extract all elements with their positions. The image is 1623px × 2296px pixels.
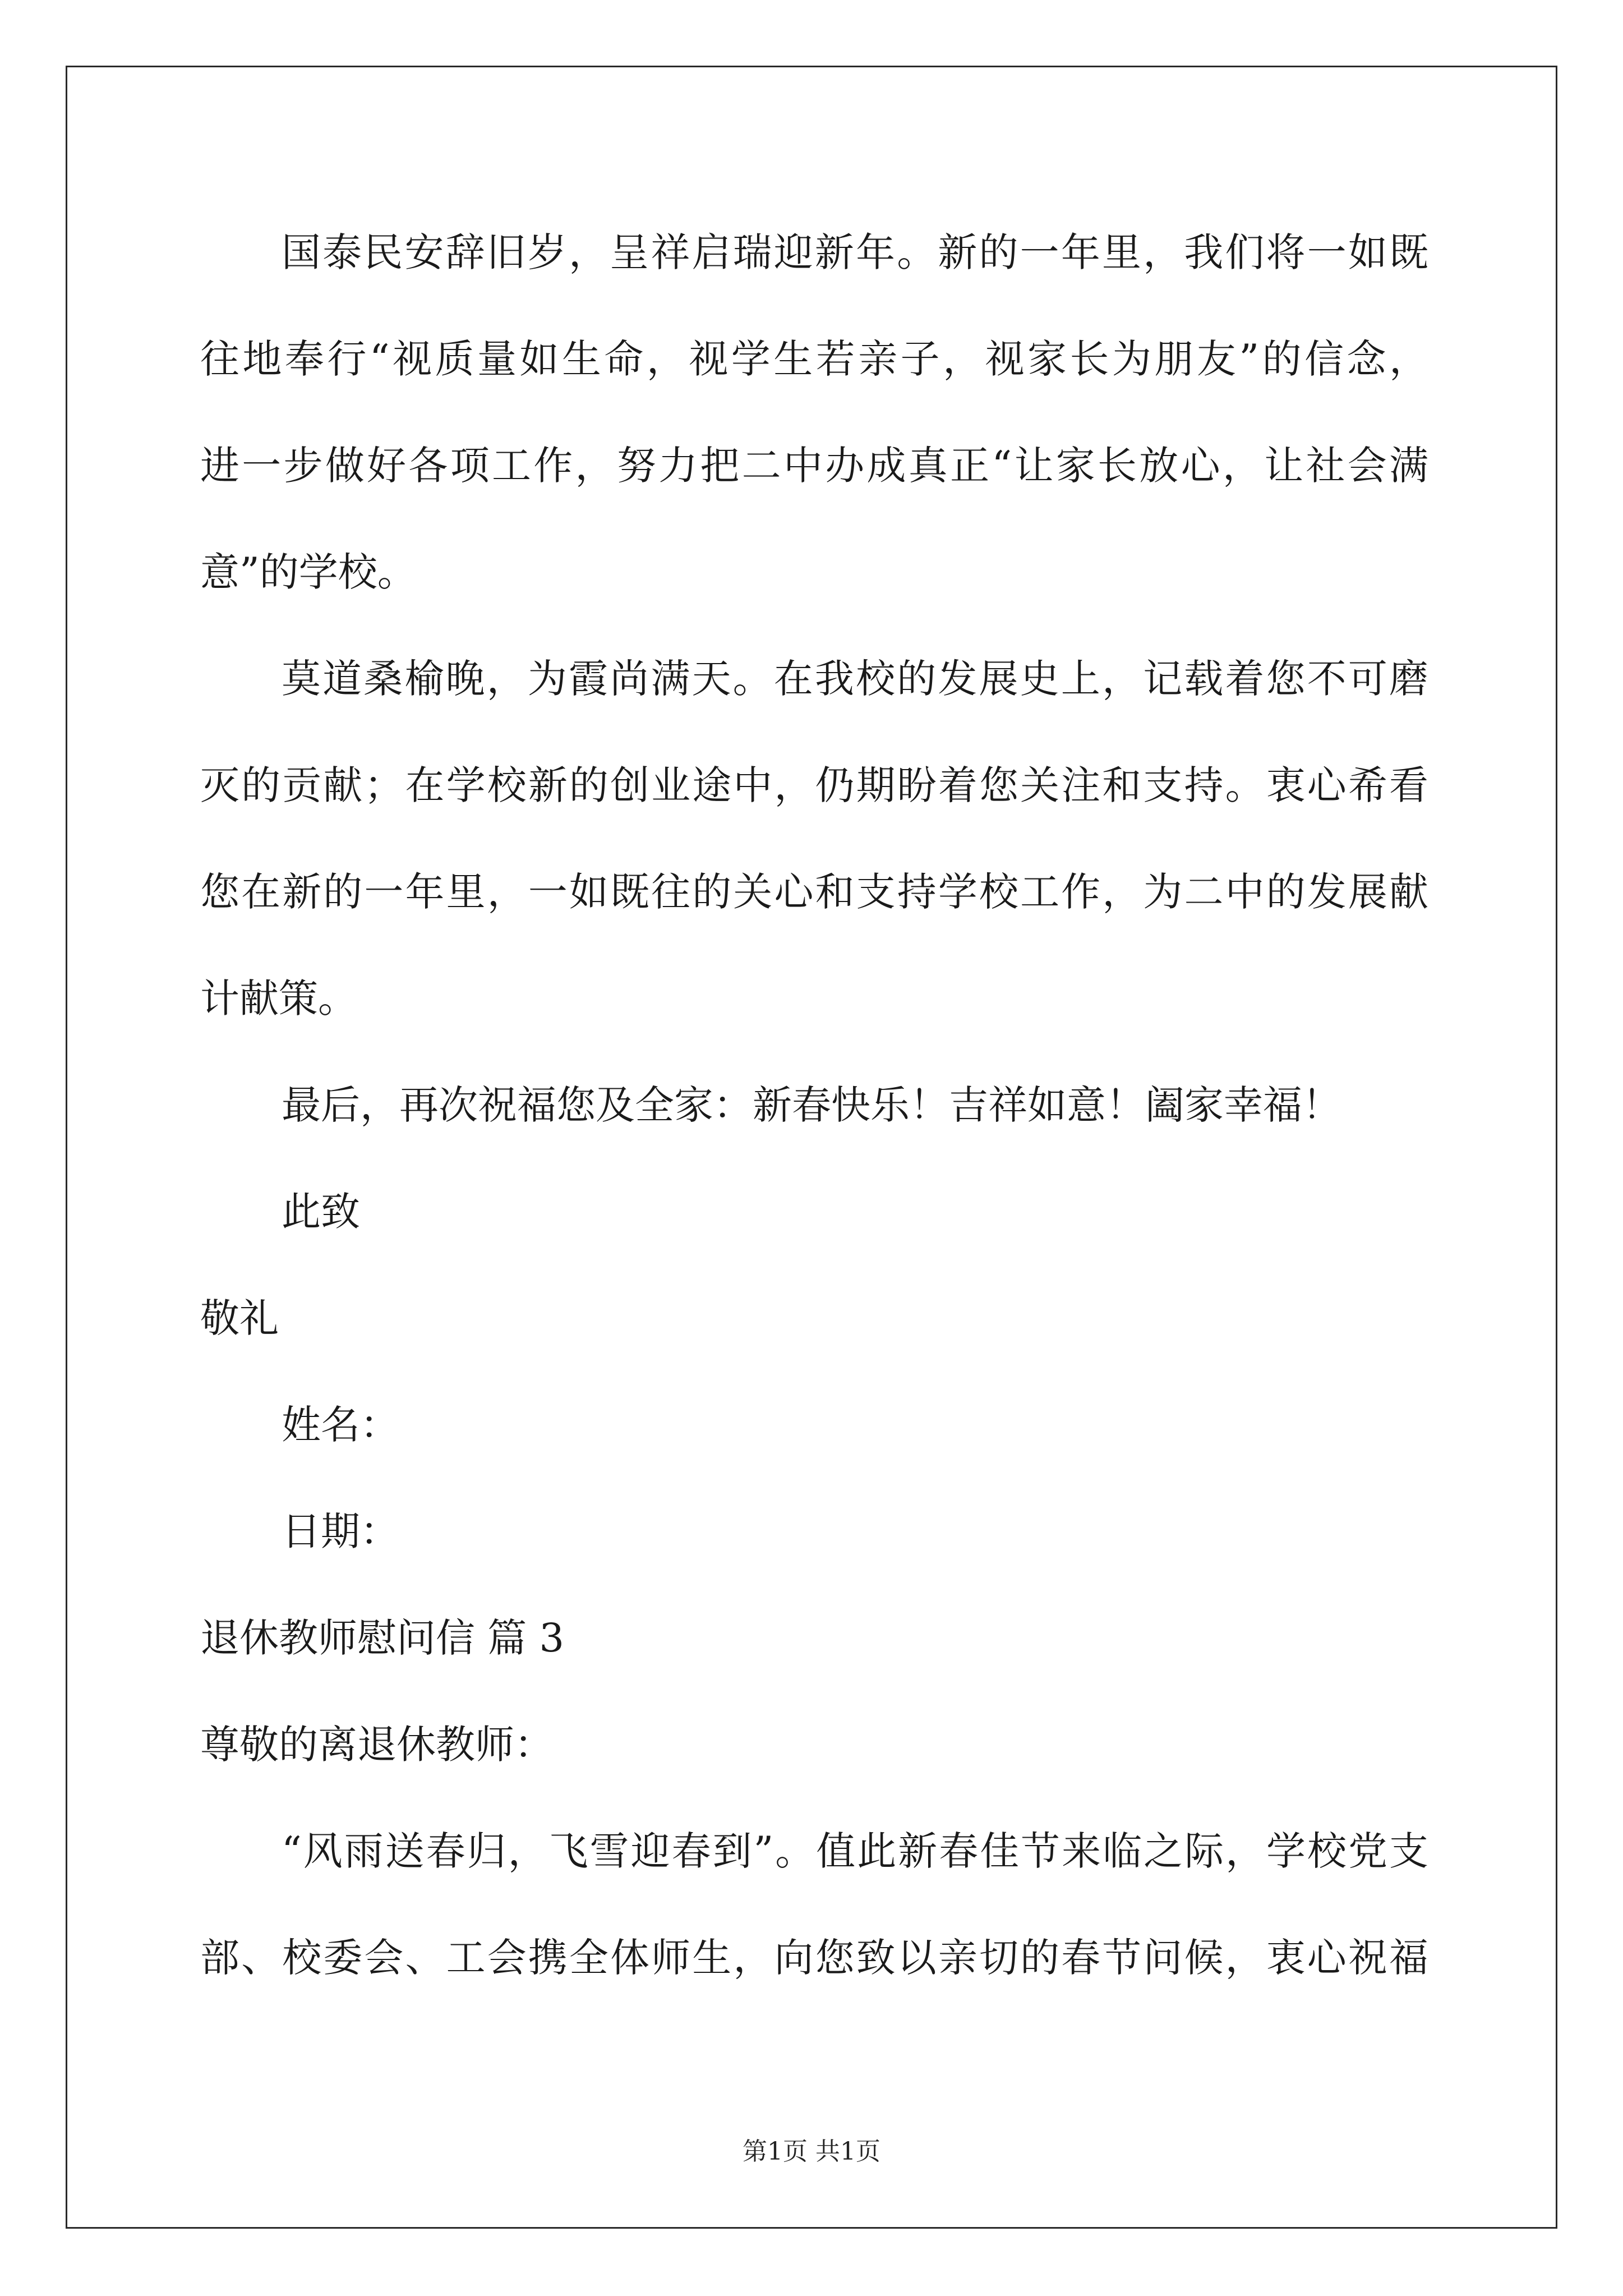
text-line: 意”的学校。 [200, 549, 417, 595]
text-line: “风雨送春归，飞雪迎春到”。值此新春佳节来临之际，学校党支 [282, 1828, 1428, 1874]
name-field-label: 姓名： [282, 1402, 399, 1448]
text-line: 您在新的一年里，一如既往的关心和支持学校工作，为二中的发展献 [200, 869, 1428, 915]
letter-greeting: 尊敬的离退休教师： [200, 1722, 554, 1768]
text-line: 计献策。 [200, 976, 357, 1022]
closing-salutation: 此致 [282, 1189, 360, 1235]
text-line: 进一步做好各项工作，努力把二中办成真正“让家长放心，让社会满 [200, 443, 1428, 489]
text-line: 最后，再次祝福您及全家：新春快乐！吉祥如意！阖家幸福！ [282, 1082, 1341, 1128]
text-line: 国泰民安辞旧岁，呈祥启瑞迎新年。新的一年里，我们将一如既 [282, 229, 1428, 275]
text-line: 往地奉行“视质量如生命，视学生若亲子，视家长为朋友”的信念， [200, 336, 1428, 382]
closing-regards: 敬礼 [200, 1295, 279, 1341]
text-line: 部、校委会、工会携全体师生，向您致以亲切的春节问候，衷心祝福 [200, 1935, 1428, 1981]
page-footer: 第1页 共1页 [743, 2137, 880, 2166]
date-field-label: 日期： [282, 1508, 399, 1554]
text-line: 灭的贡献；在学校新的创业途中，仍期盼着您关注和支持。衷心希看 [200, 762, 1428, 808]
section-heading: 退休教师慰问信 篇 3 [200, 1615, 565, 1661]
text-line: 莫道桑榆晚，为霞尚满天。在我校的发展史上，记载着您不可磨 [282, 656, 1428, 702]
page-border [66, 66, 1557, 2229]
